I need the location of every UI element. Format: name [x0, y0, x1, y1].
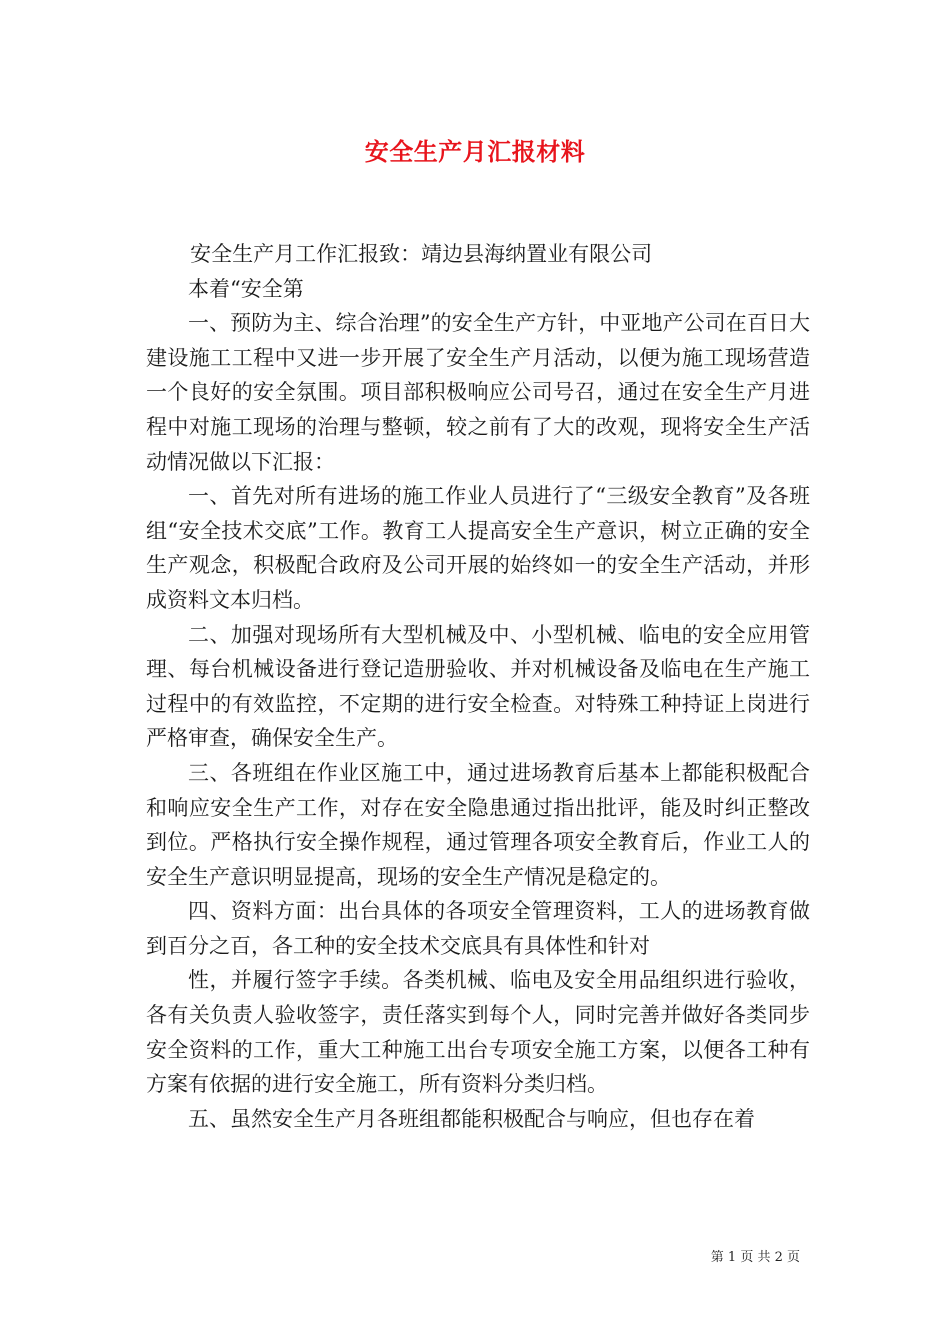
paragraph-policy: 一、预防为主、综合治理”的安全生产方针，中亚地产公司在百日大建设施工工程中又进一步开展了安全生产月活动，以便为施工现场营造一个良好的安全氛围。项目部积极响应公司号召，通过在安全生产月进程中对施工现场的治理与整顿，较之前有了大的改观，现将安全生产活动情况做以下汇报： [146, 311, 810, 474]
paragraph-greeting: 安全生产月工作汇报致：靖边县海纳置业有限公司 [190, 242, 653, 266]
paragraph-point-3: 三、各班组在作业区施工中，通过进场教育后基本上都能积极配合和响应安全生产工作，对存在安全隐患通过指出批评，能及时纠正整改到位。严格执行安全操作规程，通过管理各项安全教育后，作业工人的安全生产意识明显提高，现场的安全生产情况是稳定的。 [146, 760, 810, 889]
paragraph-point-4-continued: 性，并履行签字手续。各类机械、临电及安全用品组织进行验收，各有关负责人验收签字，责任落实到每个人，同时完善并做好各类同步安全资料的工作，重大工种施工出台专项安全施工方案，以便各工种有方案有依据的进行安全施工，所有资料分类归档。 [146, 968, 810, 1097]
page-indicator: 第 1 页 共 2 页 [710, 1250, 800, 1265]
paragraph-point-4: 四、资料方面：出台具体的各项安全管理资料，工人的进场教育做到百分之百，各工种的安全技术交底具有具体性和针对 [146, 899, 810, 958]
document-body [146, 237, 810, 1136]
document-title: 安全生产月汇报材料 [364, 137, 586, 166]
paragraph-point-2: 二、加强对现场所有大型机械及中、小型机械、临电的安全应用管理、每台机械设备进行登记造册验收、并对机械设备及临电在生产施工过程中的有效监控，不定期的进行安全检查。对特殊工种持证上岗进行严格审查，确保安全生产。 [146, 622, 810, 751]
paragraph-point-1: 一、首先对所有进场的施工作业人员进行了“三级安全教育”及各班组“安全技术交底”工作。教育工人提高安全生产意识，树立正确的安全生产观念，积极配合政府及公司开展的始终如一的安全生产活动，并形成资料文本归档。 [146, 484, 810, 612]
paragraph-point-5: 五、虽然安全生产月各班组都能积极配合与响应，但也存在着 [188, 1106, 755, 1131]
paragraph-intro-fragment: 本着“安全第 [188, 276, 304, 301]
